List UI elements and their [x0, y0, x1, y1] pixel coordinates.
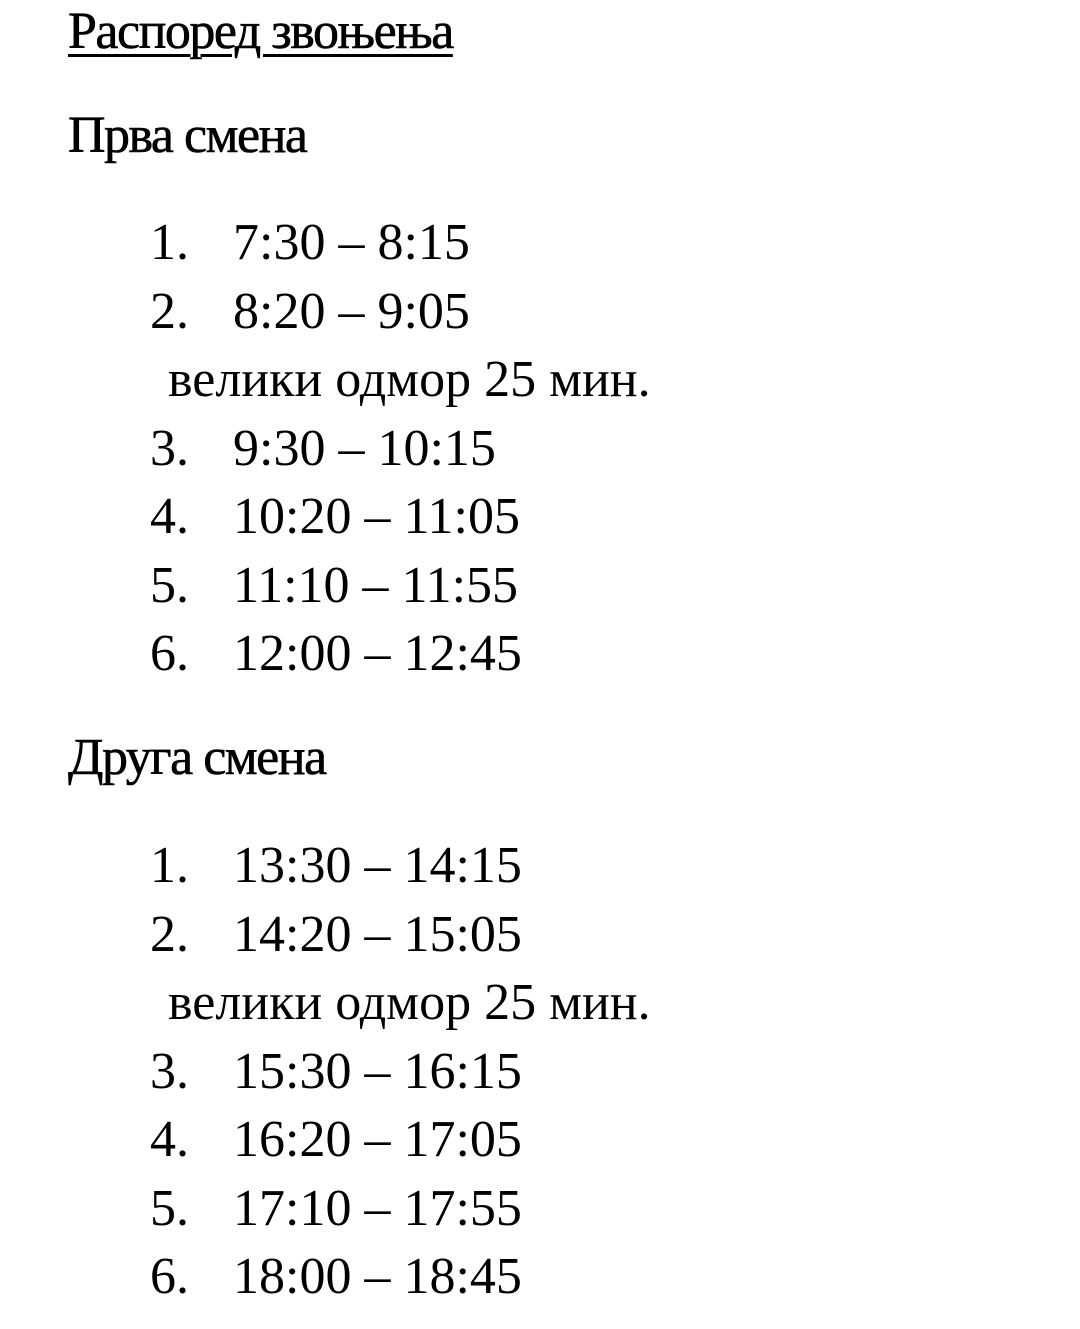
period-number: 1.	[150, 837, 189, 894]
period-number: 2.	[150, 905, 189, 963]
break-note-row	[0, 969, 1080, 1038]
list-item	[0, 1243, 1080, 1312]
period-number: 4.	[150, 488, 189, 545]
period-time: 14:20 – 15:05	[233, 905, 522, 963]
list-item	[0, 278, 1080, 347]
list-item	[0, 832, 1080, 901]
period-time: 16:20 – 17:05	[233, 1111, 522, 1168]
break-note-row	[0, 346, 1080, 415]
list-item	[0, 483, 1080, 552]
list-item	[0, 1175, 1080, 1244]
break-note: велики одмор 25 мин.	[168, 974, 651, 1031]
period-number: 6.	[150, 625, 189, 682]
list-item	[0, 1038, 1080, 1107]
list-item	[0, 1106, 1080, 1175]
schedule-list-first	[0, 209, 1080, 689]
list-item	[0, 209, 1080, 278]
period-time: 11:10 – 11:55	[233, 556, 519, 614]
period-time: 18:00 – 18:45	[233, 1248, 522, 1305]
document-title: Распоред звоњења	[68, 3, 453, 60]
period-time: 7:30 – 8:15	[233, 214, 470, 271]
period-time: 13:30 – 14:15	[233, 837, 522, 894]
period-number: 3.	[150, 1042, 189, 1100]
shift-heading-second: Друга смена	[68, 729, 326, 786]
period-time: 15:30 – 16:15	[233, 1042, 522, 1100]
list-item	[0, 620, 1080, 689]
period-time: 17:10 – 17:55	[233, 1179, 522, 1237]
period-number: 3.	[150, 419, 189, 477]
period-number: 6.	[150, 1248, 189, 1305]
list-item	[0, 552, 1080, 621]
period-time: 10:20 – 11:05	[233, 488, 520, 545]
list-item	[0, 901, 1080, 970]
period-time: 8:20 – 9:05	[233, 282, 470, 340]
period-number: 2.	[150, 282, 189, 340]
period-number: 1.	[150, 214, 189, 271]
period-number: 5.	[150, 1179, 189, 1237]
period-number: 5.	[150, 556, 189, 614]
break-note: велики одмор 25 мин.	[168, 351, 651, 408]
period-time: 12:00 – 12:45	[233, 625, 522, 682]
period-time: 9:30 – 10:15	[233, 419, 496, 477]
list-item	[0, 415, 1080, 484]
shift-heading-first: Прва смена	[68, 107, 307, 164]
schedule-list-second	[0, 832, 1080, 1312]
period-number: 4.	[150, 1111, 189, 1168]
